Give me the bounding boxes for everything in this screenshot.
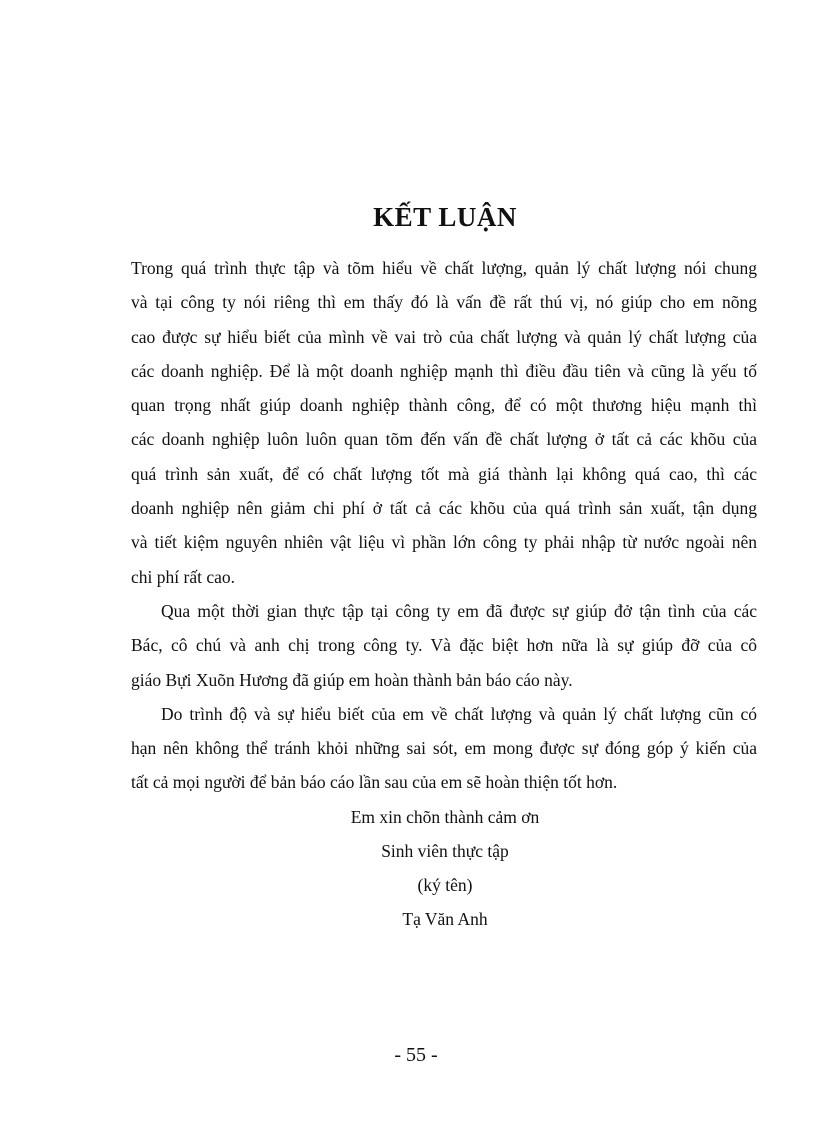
signature-role: Sinh viên thực tập [381,841,509,861]
signature-block [0,800,816,936]
text-line: quá trình sản xuất, để có chất lượng tốt mà giá thành lại không quá cao, thì các [131,463,757,484]
signature-note: (ký tên) [417,875,473,895]
text-line: quan trọng nhất giúp doanh nghiệp thành công, để có một thương hiệu mạnh thì [131,395,757,416]
text-line: giáo Bựi Xuõn Hương đã giúp em hoàn thành bản báo cáo này. [131,669,573,690]
text-line: hạn nên không thể tránh khỏi những sai sót, em mong được sự đóng góp ý kiến của [131,738,757,759]
paragraph-acknowledgement [131,594,757,697]
text-line: các doanh nghiệp luôn luôn quan tõm đến vấn đề chất lượng ở tất cả các khõu của [131,429,757,450]
text-line: doanh nghiệp nên giảm chi phí ở tất cả các khõu của quá trình sản xuất, tận dụng [131,498,757,519]
text-line: Qua một thời gian thực tập tại công ty em đã được sự giúp đở tận tình của các [161,600,757,621]
paragraph-limitations [131,697,757,800]
text-line: Trong quá trình thực tập và tõm hiểu về chất lượng, quản lý chất lượng nói chung [131,258,757,278]
text-line: tất cả mọi người để bản báo cáo lần sau của em sẽ hoàn thiện tốt hơn. [131,772,618,793]
signature-thanks: Em xin chõn thành cảm ơn [350,807,540,827]
paragraph-conclusion [131,251,757,594]
body-text [131,251,757,800]
text-line: chi phí rất cao. [131,566,235,587]
signature-name: Tạ Văn Anh [402,909,488,929]
text-line: Bác, cô chú và anh chị trong công ty. Và đặc biệt hơn nữa là sự giúp đỡ của cô [131,635,757,656]
text-line: và tiết kiệm nguyên nhiên vật liệu vì phần lớn công ty phải nhập từ nước ngoài nên [131,532,757,553]
page-number: - 55 - [394,1044,438,1066]
text-line: và tại công ty nói riêng thì em thấy đó là vấn đề rất thú vị, nó giúp cho em nõng [131,292,757,313]
text-line: các doanh nghiệp. Để là một doanh nghiệp mạnh thì điều đầu tiên và cũng là yếu tố [131,360,757,381]
text-line: cao được sự hiểu biết của mình về vai trò của chất lượng và quản lý chất lượng của [131,326,757,347]
text-line: Do trình độ và sự hiểu biết của em về chất lượng và quản lý chất lượng cũn có [161,703,757,724]
page-title: KẾT LUẬN [373,202,517,232]
